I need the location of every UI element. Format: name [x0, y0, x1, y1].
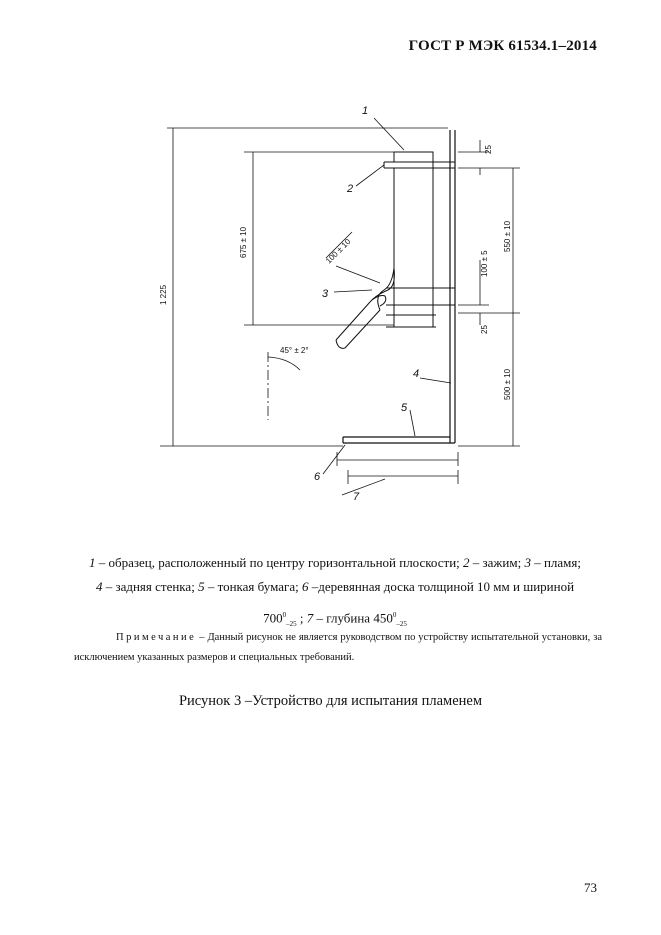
legend-num-2: 2 — [463, 555, 470, 570]
board-width-value: 700 — [263, 610, 283, 626]
callout-1: 1 — [362, 105, 369, 117]
legend — [70, 551, 600, 636]
dim-flame-offset: 100 ± 5 — [480, 250, 489, 277]
depth-lower-tol: –25 — [396, 619, 407, 628]
note-paragraph — [74, 628, 602, 668]
depth-value: 450 — [373, 610, 393, 626]
legend-line-1 — [70, 551, 600, 575]
dim-angle: 45° ± 2° — [280, 346, 309, 355]
dim-top-gap: 25 — [484, 145, 493, 154]
dim-mid-span: 550 ± 10 — [503, 220, 512, 252]
page-number: 73 — [584, 880, 597, 895]
board-width-lower-tol: –25 — [286, 619, 297, 628]
wooden-board — [343, 437, 455, 443]
angle-indicator — [268, 352, 300, 420]
depth-upper-tol: 0 — [392, 611, 397, 619]
legend-num-4: 4 — [95, 579, 103, 594]
legend-num-3: 3 — [524, 555, 531, 570]
callout-leaders — [323, 118, 451, 495]
legend-num-5: 5 — [198, 579, 205, 594]
board-width-upper-tol: 0 — [282, 611, 287, 619]
legend-line-2 — [70, 575, 600, 599]
specimen-and-clamp — [384, 152, 455, 327]
callout-2: 2 — [347, 183, 354, 195]
callout-3: 3 — [322, 288, 329, 300]
callout-4: 4 — [413, 368, 420, 380]
burner-and-flame — [336, 268, 394, 348]
dim-low-gap: 25 — [480, 325, 489, 334]
legend-num-1: 1 — [88, 555, 96, 570]
figure-caption: Рисунок 3 –Устройство для испытания пламенем — [178, 693, 483, 709]
callout-7: 7 — [353, 491, 360, 503]
legend-text-2: – зажим; — [469, 555, 525, 570]
legend-num-6: 6 — [301, 579, 309, 594]
dim-burner-distance: 100 ± 10 — [324, 237, 353, 266]
note-label: Примечание — [116, 632, 197, 643]
legend-text-1: – образец, расположенный по центру горизонтальной плоскости; — [95, 555, 464, 570]
dim-total-height: 1 225 — [159, 284, 168, 305]
legend-text-5: – тонкая бумага; — [204, 579, 302, 594]
legend-num-7: 7 — [306, 610, 314, 626]
note-text: – Данный рисунок не является руководством по устройству испытательной установки, за исключением указанных размеров и специальных требований. — [74, 632, 602, 663]
legend-text-4: – задняя стенка; — [102, 579, 199, 594]
dimension-lines — [160, 128, 520, 484]
standard-header: ГОСТ Р МЭК 61534.1–2014 — [408, 38, 597, 54]
legend-text-3: – пламя; — [530, 555, 582, 570]
legend-separator: ; — [296, 610, 307, 626]
callout-5: 5 — [401, 402, 408, 414]
callout-6: 6 — [314, 471, 321, 483]
legend-text-7: – глубина — [313, 610, 374, 626]
back-wall — [450, 130, 455, 443]
dim-upper-height: 675 ± 10 — [239, 226, 248, 258]
legend-text-6: –деревянная доска толщиной 10 мм и шириной — [308, 579, 575, 594]
dim-lower-span: 500 ± 10 — [503, 368, 512, 400]
